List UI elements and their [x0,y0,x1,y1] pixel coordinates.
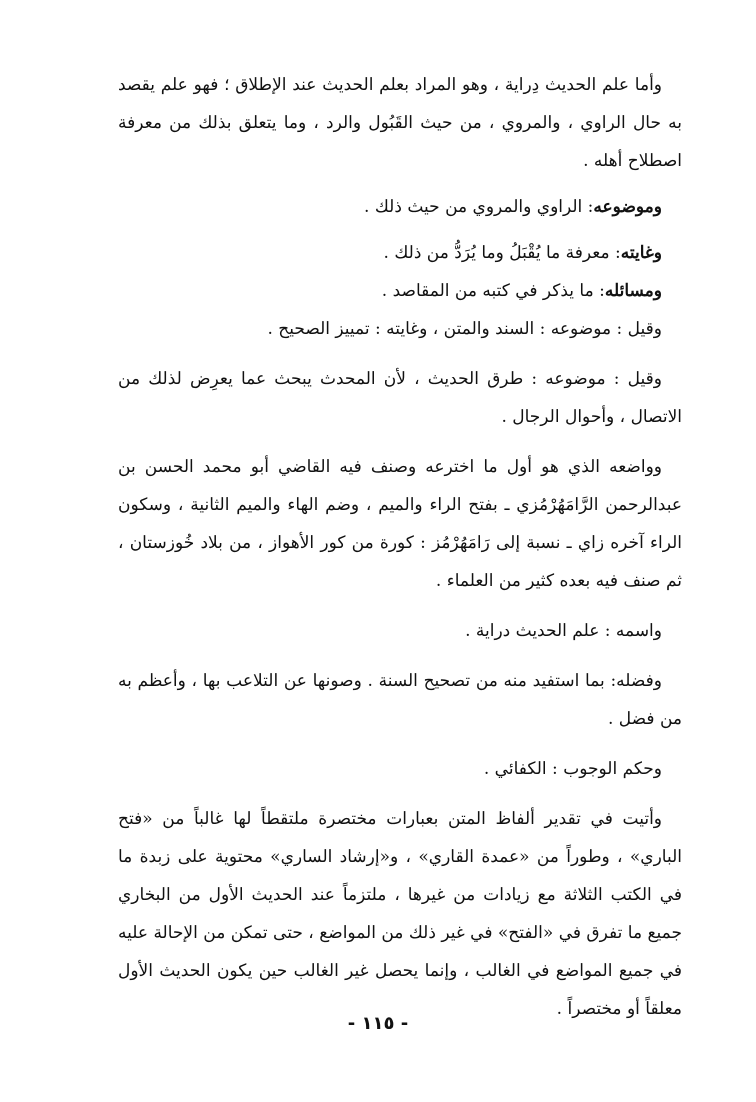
page-number: - ١١٥ - [347,1013,409,1034]
paragraph-text: وقيل : موضوعه : السند والمتن ، وغايته : تمييز الصحيح . [267,319,662,339]
paragraph-alt-opinion-1 [118,310,682,348]
paragraph-text: : ما يذكر في كتبه من المقاصد . [381,281,605,301]
paragraph-label: وموضوعه [593,197,662,217]
paragraph-subject [118,188,682,226]
paragraph-text: وواضعه الذي هو أول ما اخترعه وصنف فيه القاضي أبو محمد الحسن بن عبدالرحمن الرَّامَهُرْمُزي ـ بفتح الراء والميم ، وضم الهاء والميم الثانية ، وسكون الراء آخره زاي ـ نسبة إلى رَامَهُرْمُز : كورة من كور الأهواز ، من بلاد خُوزستان ، ثم صنف فيه بعده كثير من العلماء . [118,457,682,591]
paragraph-text: وقيل : موضوعه : طرق الحديث ، لأن المحدث يبحث عما يعرِض لذلك من الاتصال ، وأحوال الرجال . [118,369,682,427]
paragraph-text: وأتيت في تقدير ألفاظ المتن بعبارات مختصرة ملتقطاً لها غالباً من «فتح الباري» ، وطوراً من «عمدة القاري» ، و«إرشاد الساري» محتوية على زبدة ما في الكتب الثلاثة مع زيادات من غيرها ، ملتزماً عند الحديث الأول من البخاري جميع ما تفرق في «الفتح» في غير ذلك من المواضع ، حتى تمكن من الإحالة عليه في جميع المواضع في الغالب ، وإنما يحصل غير الغالب حين يكون الحديث الأول معلقاً أو مختصراً . [118,809,682,1019]
paragraph-method [118,800,682,1028]
paragraph-label: وغايته [620,243,662,263]
paragraph-name [118,612,682,650]
paragraph-alt-opinion-2 [118,360,682,436]
page-body [118,66,682,1019]
paragraph-text: وفضله: بما استفيد منه من تصحيح السنة . وصونها عن التلاعب بها ، وأعظم به من فضل . [118,671,682,729]
paragraph-text: واسمه : علم الحديث دراية . [465,621,662,641]
paragraph-ruling [118,750,682,788]
paragraph-issues [118,272,682,310]
paragraph-ilm-dirayah [118,66,682,180]
paragraph-text: : معرفة ما يُقْبَلُ وما يُرَدُّ من ذلك . [383,243,621,263]
paragraph-founder [118,448,682,600]
paragraph-text: وأما علم الحديث دِراية ، وهو المراد بعلم الحديث عند الإطلاق ؛ فهو علم يقصد به حال الراوي ، والمروي ، من حيث القَبُول والرد ، وما يتعلق بذلك من معرفة اصطلاح أهله . [118,75,682,171]
paragraph-label: ومسائله [604,281,662,301]
paragraph-aim [118,234,682,272]
paragraph-merit [118,662,682,738]
paragraph-text: وحكم الوجوب : الكفائي . [483,759,662,779]
paragraph-text: : الراوي والمروي من حيث ذلك . [364,197,594,217]
